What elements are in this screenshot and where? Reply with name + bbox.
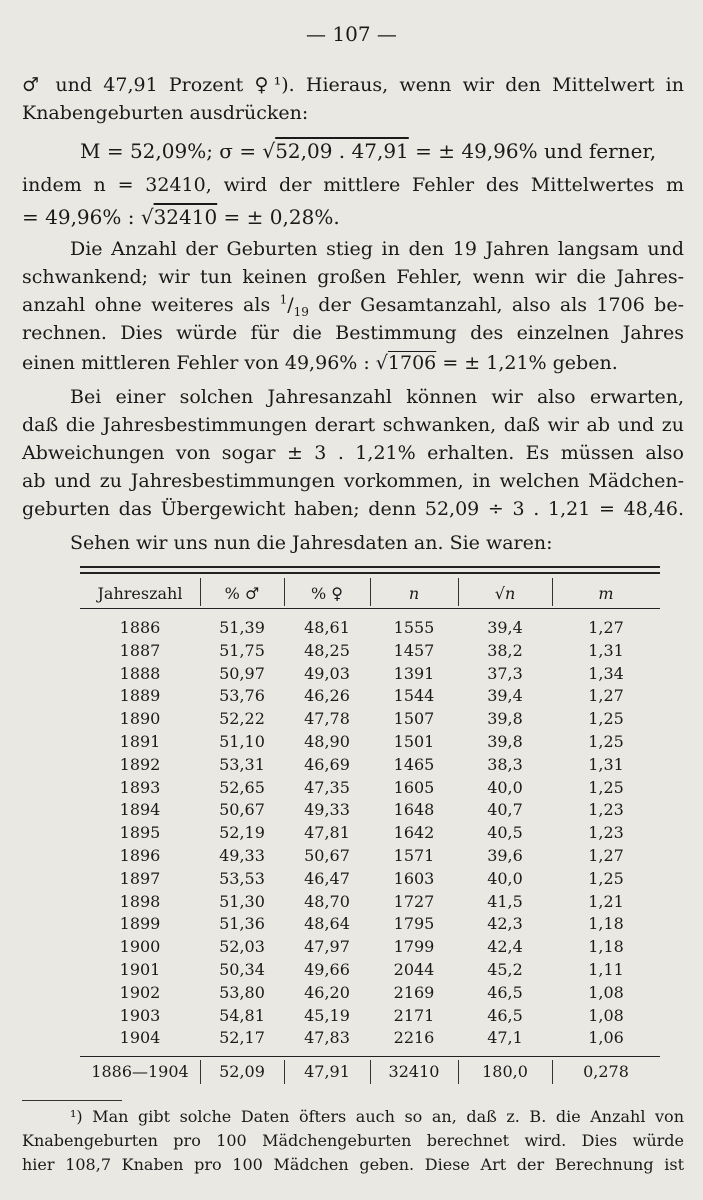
table-cell: 1,25	[588, 777, 624, 797]
table-cell: 51,39	[219, 618, 265, 637]
table-cell: 1,18	[588, 937, 624, 957]
table-cell: 1,27	[588, 686, 624, 706]
table-cell: 1507	[393, 709, 435, 729]
text-line: ♂ und 47,91 Prozent ♀¹). Hieraus, wenn wir den Mittelwert in	[22, 74, 684, 96]
table-cell: 40,0	[487, 777, 523, 797]
table-cell: 1,18	[588, 914, 624, 934]
text-span: der Gesamtanzahl, also als 1706 be-	[308, 294, 684, 316]
total-cell: 180,0	[482, 1062, 528, 1081]
table-cell: 52,22	[219, 709, 265, 729]
header-percent-male: % ♂	[224, 584, 260, 603]
table-cell: 48,70	[304, 891, 350, 911]
table-cell: 2171	[393, 1005, 435, 1025]
table-cell: 47,81	[304, 823, 350, 843]
table-cell: 1,08	[588, 982, 624, 1002]
table-header-rule	[80, 608, 660, 609]
table-cell: 48,90	[304, 732, 350, 751]
table-cell: 39,8	[487, 709, 523, 729]
table-cell: 40,0	[487, 868, 523, 888]
table-cell: 47,1	[487, 1028, 523, 1048]
table-cell: 51,30	[219, 891, 265, 911]
table-cell: 1897	[119, 868, 161, 888]
column-divider	[200, 1060, 201, 1084]
footnote-rule	[22, 1100, 122, 1101]
text-line: geburten das Übergewicht haben; denn 52,09 ÷ 3 . 1,21 = 48,46.	[22, 498, 684, 520]
table-cell: 51,75	[219, 640, 265, 660]
table-cell: 1642	[393, 823, 435, 843]
table-cell: 53,31	[219, 754, 265, 774]
table-row	[80, 822, 660, 845]
table-cell: 49,66	[304, 960, 350, 979]
footnote-line: hier 108,7 Knaben pro 100 Mädchen geben. Diese Art der Berechnung ist	[22, 1155, 684, 1174]
table-cell: 49,33	[304, 800, 350, 820]
total-cell: 1886—1904	[91, 1062, 189, 1081]
table-cell: 46,20	[304, 982, 350, 1002]
table-row	[80, 663, 660, 686]
table-cell: 1605	[393, 777, 435, 797]
table-cell: 1888	[119, 663, 161, 683]
table-cell: 1889	[119, 686, 161, 706]
table-row	[80, 959, 660, 982]
table-row	[80, 913, 660, 936]
text-line: Bei einer solchen Jahresanzahl können wir also erwarten,	[70, 386, 684, 408]
column-divider	[370, 1060, 371, 1084]
table-cell: 2169	[393, 982, 435, 1002]
table-cell: 54,81	[219, 1005, 265, 1025]
table-cell: 1887	[119, 640, 161, 660]
formula-line	[22, 204, 340, 230]
formula-radicand: 32410	[153, 205, 218, 229]
table-cell: 52,03	[219, 937, 265, 957]
table-cell: 47,83	[304, 1028, 350, 1048]
table-cell: 50,34	[219, 960, 265, 979]
column-divider	[284, 1060, 285, 1084]
table-cell: 1894	[119, 800, 161, 820]
table-cell: 49,33	[219, 846, 265, 865]
header-m: m	[598, 584, 614, 603]
table-top-rule	[80, 572, 660, 574]
table-cell: 48,25	[304, 640, 350, 660]
table-row	[80, 1027, 660, 1050]
table-cell: 1391	[393, 663, 435, 683]
table-cell: 1892	[119, 754, 161, 774]
table-row	[80, 868, 660, 891]
column-divider	[284, 578, 285, 606]
table-cell: 45,19	[304, 1005, 350, 1025]
header-percent-female: % ♀	[311, 584, 343, 603]
table-cell: 1501	[393, 732, 435, 751]
formula-line	[80, 138, 656, 164]
total-cell: 0,278	[583, 1062, 629, 1081]
table-cell: 1,11	[588, 960, 624, 979]
table-cell: 1899	[119, 914, 161, 934]
table-cell: 1886	[119, 618, 161, 637]
table-cell: 50,97	[219, 663, 265, 683]
header-n: n	[408, 584, 420, 603]
formula-radicand: 52,09 . 47,91	[275, 139, 409, 163]
table-cell: 47,97	[304, 937, 350, 957]
table-cell: 1,25	[588, 709, 624, 729]
header-jahreszahl: Jahreszahl	[97, 584, 183, 603]
table-cell: 1896	[119, 846, 161, 865]
text-line: Die Anzahl der Geburten stieg in den 19 Jahren langsam und	[70, 238, 684, 260]
table-cell: 1900	[119, 937, 161, 957]
table-cell: 1648	[393, 800, 435, 820]
table-cell: 52,65	[219, 777, 265, 797]
table-cell: 1,08	[588, 1005, 624, 1025]
table-row	[80, 617, 660, 640]
text-line: Abweichungen von sogar ± 3 . 1,21% erhalten. Es müssen also	[22, 442, 684, 464]
table-row	[80, 731, 660, 754]
table-cell: 1,21	[588, 891, 624, 911]
table-cell: 1,25	[588, 868, 624, 888]
table-cell: 1603	[393, 868, 435, 888]
table-cell: 39,6	[487, 846, 523, 865]
table-row	[80, 1005, 660, 1028]
table-cell: 1895	[119, 823, 161, 843]
table-cell: 1,23	[588, 823, 624, 843]
table-cell: 51,10	[219, 732, 265, 751]
table-cell: 45,2	[487, 960, 523, 979]
fraction-separator: /	[287, 294, 294, 316]
table-cell: 1555	[393, 618, 435, 637]
table-cell: 49,03	[304, 663, 350, 683]
table-cell: 2044	[393, 960, 435, 979]
text-span: = ± 1,21% geben.	[436, 352, 618, 374]
table-cell: 53,76	[219, 686, 265, 706]
table-row	[80, 845, 660, 868]
table-total-rule	[80, 1056, 660, 1057]
table-cell: 39,8	[487, 732, 523, 751]
total-cell: 32410	[388, 1062, 440, 1081]
table-cell: 1903	[119, 1005, 161, 1025]
table-cell: 50,67	[304, 846, 350, 865]
column-divider	[458, 1060, 459, 1084]
table-cell: 52,17	[219, 1028, 265, 1048]
table-cell: 1,27	[588, 618, 624, 637]
table-cell: 48,61	[304, 618, 350, 637]
table-cell: 1890	[119, 709, 161, 729]
footnote-line: ¹) Man gibt solche Daten öfters auch so an, daß z. B. die Anzahl von	[70, 1107, 684, 1126]
table-cell: 1,31	[588, 754, 624, 774]
table-cell: 37,3	[487, 663, 523, 683]
table-cell: 1893	[119, 777, 161, 797]
table-cell: 1,23	[588, 800, 624, 820]
table-cell: 1898	[119, 891, 161, 911]
table-row	[80, 685, 660, 708]
table-cell: 39,4	[487, 686, 523, 706]
table-cell: 39,4	[487, 618, 523, 637]
text-line	[22, 350, 618, 376]
formula-text: = 49,96% : √	[22, 205, 154, 229]
table-cell: 40,5	[487, 823, 523, 843]
formula-text: = ± 49,96% und ferner,	[408, 139, 657, 163]
table-cell: 51,36	[219, 914, 265, 934]
formula-text: = ± 0,28%.	[217, 205, 340, 229]
table-cell: 1795	[393, 914, 435, 934]
text-line: Knabengeburten ausdrücken:	[22, 102, 309, 124]
text-span: einen mittleren Fehler von 49,96% : √	[22, 352, 388, 374]
table-cell: 1901	[119, 960, 161, 979]
table-row	[80, 754, 660, 777]
table-cell: 47,35	[304, 777, 350, 797]
table-cell: 47,78	[304, 709, 350, 729]
fraction-denominator: 19	[293, 304, 309, 319]
column-divider	[552, 578, 553, 606]
text-span: anzahl ohne weiteres als	[22, 294, 280, 316]
table-cell: 1902	[119, 982, 161, 1002]
table-cell: 48,64	[304, 914, 350, 934]
text-line	[22, 292, 684, 318]
text-line: Sehen wir uns nun die Jahresdaten an. Sie waren:	[70, 532, 553, 554]
table-row	[80, 799, 660, 822]
text-line: indem n = 32410, wird der mittlere Fehler des Mittelwertes m	[22, 174, 684, 196]
table-cell: 1,25	[588, 732, 624, 751]
table-cell: 42,3	[487, 914, 523, 934]
table-cell: 42,4	[487, 937, 523, 957]
header-sqrt-n: √n	[494, 584, 516, 603]
table-cell: 46,69	[304, 754, 350, 774]
table-cell: 53,80	[219, 982, 265, 1002]
text-line: ab und zu Jahresbestimmungen vorkommen, in welchen Mädchen-	[22, 470, 684, 492]
table-cell: 1544	[393, 686, 435, 706]
table-cell: 1891	[119, 732, 161, 751]
table-cell: 46,5	[487, 982, 523, 1002]
text-line: rechnen. Dies würde für die Bestimmung des einzelnen Jahres	[22, 322, 684, 344]
table-row	[80, 708, 660, 731]
table-row	[80, 640, 660, 663]
table-cell: 2216	[393, 1028, 435, 1048]
table-row	[80, 936, 660, 959]
table-row	[80, 891, 660, 914]
table-cell: 40,7	[487, 800, 523, 820]
table-cell: 1,31	[588, 640, 624, 660]
table-cell: 50,67	[219, 800, 265, 820]
formula-radicand: 1706	[387, 352, 437, 374]
total-cell: 52,09	[219, 1062, 265, 1081]
table-cell: 52,19	[219, 823, 265, 843]
fraction-numerator: 1	[279, 292, 288, 307]
column-divider	[200, 578, 201, 606]
footnote-line: Knabengeburten pro 100 Mädchengeburten berechnet wird. Dies würde	[22, 1131, 684, 1150]
table-cell: 1,27	[588, 846, 624, 865]
column-divider	[458, 578, 459, 606]
table-row	[80, 777, 660, 800]
table-cell: 1904	[119, 1028, 161, 1048]
page-number: — 107 —	[306, 22, 397, 46]
table-row	[80, 982, 660, 1005]
table-cell: 1,06	[588, 1028, 624, 1048]
total-cell: 47,91	[304, 1062, 350, 1081]
column-divider	[370, 578, 371, 606]
table-cell: 1457	[393, 640, 435, 660]
table-cell: 41,5	[487, 891, 523, 911]
table-cell: 38,2	[487, 640, 523, 660]
text-line: schwankend; wir tun keinen großen Fehler, wenn wir die Jahres-	[22, 266, 684, 288]
table-cell: 1465	[393, 754, 435, 774]
table-cell: 46,5	[487, 1005, 523, 1025]
column-divider	[552, 1060, 553, 1084]
table-cell: 46,26	[304, 686, 350, 706]
table-cell: 46,47	[304, 868, 350, 888]
table-cell: 1727	[393, 891, 435, 911]
table-cell: 1571	[393, 846, 435, 865]
table-top-rule	[80, 566, 660, 568]
text-line: daß die Jahresbestimmungen derart schwanken, daß wir ab und zu	[22, 414, 684, 436]
table-cell: 1799	[393, 937, 435, 957]
table-cell: 53,53	[219, 868, 265, 888]
formula-text: M = 52,09%; σ = √	[80, 139, 276, 163]
table-cell: 38,3	[487, 754, 523, 774]
table-cell: 1,34	[588, 663, 624, 683]
